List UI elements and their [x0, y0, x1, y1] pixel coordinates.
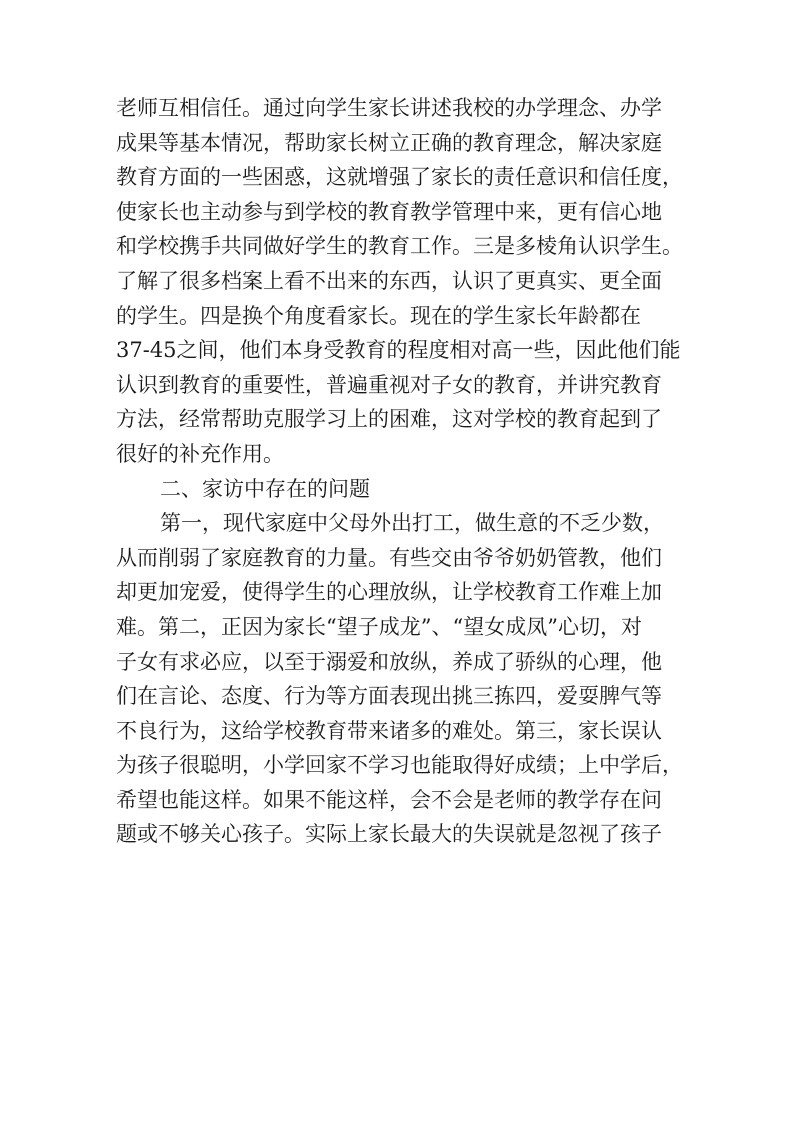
text-line: 的学生。四是换个角度看家长。现在的学生家长年龄都在 — [116, 303, 641, 328]
text-line: 认识到教育的重要性，普遍重视对子女的教育，并讲究教育 — [116, 372, 662, 397]
text-line: 37-45之间，他们本身受教育的程度相对高一些，因此他们能 — [116, 338, 681, 363]
text-line: 方法，经常帮助克服学习上的困难，这对学校的教育起到了 — [116, 407, 662, 432]
section-heading: 二、家访中存在的问题 — [160, 476, 370, 501]
text-line: 很好的补充作用。 — [116, 441, 284, 466]
text-line: 老师互相信任。通过向学生家长讲述我校的办学理念、办学 — [116, 96, 662, 120]
text-line: 第一，现代家庭中父母外出打工，做生意的不乏少数， — [160, 511, 664, 536]
text-line: 为孩子很聪明，小学回家不学习也能取得好成绩；上中学后， — [116, 753, 683, 778]
text-line: 教育方面的一些困惑，这就增强了家长的责任意识和信任度， — [116, 165, 683, 190]
text-line: 希望也能这样。如果不能这样，会不会是老师的教学存在问 — [116, 787, 662, 812]
text-line: 子女有求必应，以至于溺爱和放纵，养成了骄纵的心理，他 — [116, 649, 662, 674]
text-line: 和学校携手共同做好学生的教育工作。三是多棱角认识学生。 — [116, 234, 683, 259]
body-text — [116, 91, 696, 852]
text-line: 题或不够关心孩子。实际上家长最大的失误就是忽视了孩子 — [116, 822, 662, 847]
text-line: 难。第二，正因为家长“望子成龙”、“望女成凤”心切，对 — [116, 614, 642, 639]
text-line: 们在言论、态度、行为等方面表现出挑三拣四，爱耍脾气等 — [116, 684, 662, 709]
text-line: 成果等基本情况，帮助家长树立正确的教育理念，解决家庭 — [116, 130, 662, 155]
text-line: 不良行为，这给学校教育带来诸多的难处。第三，家长误认 — [116, 718, 662, 743]
text-line: 却更加宠爱，使得学生的心理放纵，让学校教育工作难上加 — [116, 580, 662, 605]
text-line: 了解了很多档案上看不出来的东西，认识了更真实、更全面 — [116, 268, 662, 293]
text-line: 从而削弱了家庭教育的力量。有些交由爷爷奶奶管教，他们 — [116, 545, 662, 570]
text-line: 使家长也主动参与到学校的教育教学管理中来，更有信心地 — [116, 199, 662, 224]
